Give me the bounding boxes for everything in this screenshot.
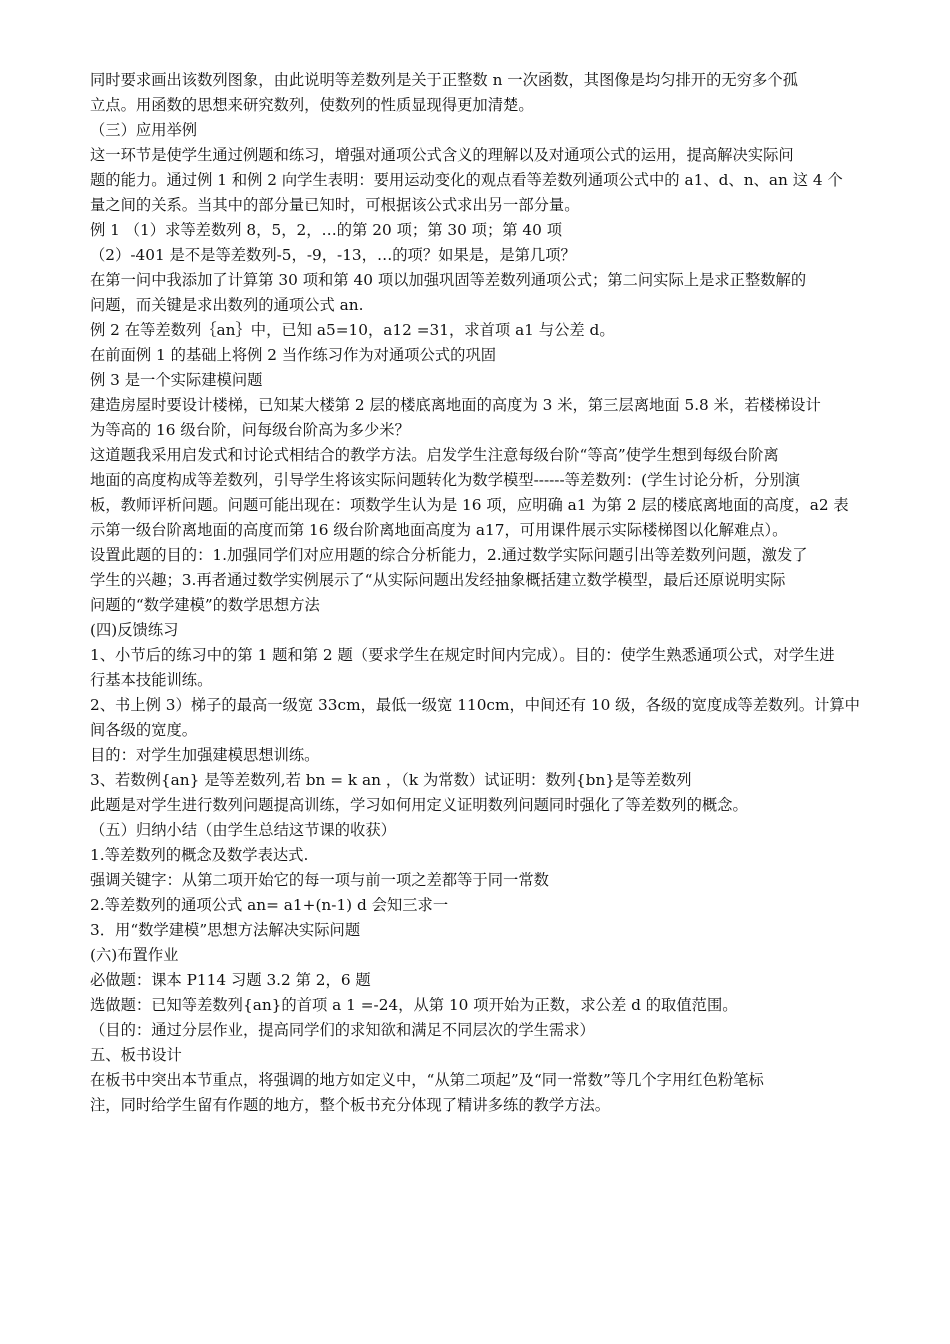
text-line: 间各级的宽度。	[90, 721, 198, 739]
text-line: 2、书上例 3）梯子的最高一级宽 33cm，最低一级宽 110cm，中间还有 10 级，各级的宽度成等差数列。计算中	[90, 696, 860, 714]
text-line: 板，教师评析问题。问题可能出现在：项数学生认为是 16 项，应明确 a1 为第 2 层的楼底离地面的高度，a2 表	[90, 496, 849, 514]
text-line: 行基本技能训练。	[90, 671, 213, 689]
text-line: 3、若数例{an} 是等差数列,若 bn = k an ，（k 为常数）试证明：数列{bn}是等差数列	[90, 771, 692, 789]
text-line: 题的能力。通过例 1 和例 2 向学生表明：要用运动变化的观点看等差数列通项公式中的 a1、d、n、an 这 4 个	[90, 171, 843, 189]
text-line: 1、小节后的练习中的第 1 题和第 2 题（要求学生在规定时间内完成）。目的：使学生熟悉通项公式，对学生进	[90, 646, 835, 664]
text-line: 问题，而关键是求出数列的通项公式 an.	[90, 296, 364, 314]
text-line: 3．用“数学建模”思想方法解决实际问题	[90, 921, 361, 939]
text-line: 为等高的 16 级台阶，问每级台阶高为多少米？	[90, 421, 410, 439]
text-line: 在板书中突出本节重点，将强调的地方如定义中，“从第二项起”及“同一常数”等几个字用红色粉笔标	[90, 1071, 764, 1089]
text-line: 立点。用函数的思想来研究数列，使数列的性质显现得更加清楚。	[90, 96, 534, 114]
text-line: 量之间的关系。当其中的部分量已知时，可根据该公式求出另一部分量。	[90, 196, 580, 214]
text-line: 注，同时给学生留有作题的地方，整个板书充分体现了精讲多练的教学方法。	[90, 1096, 611, 1114]
section-heading: （五）归纳小结（由学生总结这节课的收获）	[90, 821, 396, 839]
text-line: 这一环节是使学生通过例题和练习，增强对通项公式含义的理解以及对通项公式的运用，提高解决实际问	[90, 146, 794, 164]
text-line: 同时要求画出该数列图象，由此说明等差数列是关于正整数 n 一次函数，其图像是均匀排开的无穷多个孤	[90, 71, 798, 89]
text-line: 学生的兴趣；3.再者通过数学实例展示了“从实际问题出发经抽象概括建立数学模型，最后还原说明实际	[90, 571, 786, 589]
text-line: 必做题：课本 P114 习题 3.2 第 2，6 题	[90, 971, 371, 989]
text-line: 选做题：已知等差数列{an}的首项 a 1 =-24，从第 10 项开始为正数，求公差 d 的取值范围。	[90, 996, 738, 1014]
example-line: （2）-401 是不是等差数列-5，-9，-13，…的项？如果是，是第几项？	[90, 246, 576, 264]
text-line: 2.等差数列的通项公式 an= a1+(n-1) d 会知三求一	[90, 896, 449, 914]
text-line: 建造房屋时要设计楼梯，已知某大楼第 2 层的楼底离地面的高度为 3 米，第三层离地面 5.8 米，若楼梯设计	[90, 396, 821, 414]
text-line: （目的：通过分层作业，提高同学们的求知欲和满足不同层次的学生需求）	[90, 1021, 595, 1039]
section-heading: 五、板书设计	[90, 1046, 182, 1064]
text-line: 设置此题的目的：1.加强同学们对应用题的综合分析能力，2.通过数学实际问题引出等差数列问题，激发了	[90, 546, 808, 564]
text-line: 此题是对学生进行数列问题提高训练，学习如何用定义证明数列问题同时强化了等差数列的概念。	[90, 796, 748, 814]
text-line: 在第一问中我添加了计算第 30 项和第 40 项以加强巩固等差数列通项公式；第二问实际上是求正整数解的	[90, 271, 807, 289]
section-heading: (六)布置作业	[90, 946, 179, 964]
example-line: 例 1 （1）求等差数列 8，5，2，…的第 20 项；第 30 项；第 40 项	[90, 221, 563, 239]
section-heading: （三）应用举例	[90, 121, 198, 139]
text-line: 示第一级台阶离地面的高度而第 16 级台阶离地面高度为 a17，可用课件展示实际楼梯图以化解难点）。	[90, 521, 788, 539]
text-line: 问题的“数学建模”的数学思想方法	[90, 596, 320, 614]
example-line: 例 3 是一个实际建模问题	[90, 371, 263, 389]
text-line: 地面的高度构成等差数列，引导学生将该实际问题转化为数学模型------等差数列：(学生讨论分析，分别演	[90, 471, 801, 489]
text-line: 强调关键字：从第二项开始它的每一项与前一项之差都等于同一常数	[90, 871, 549, 889]
text-line: 在前面例 1 的基础上将例 2 当作练习作为对通项公式的巩固	[90, 346, 497, 364]
section-heading: (四)反馈练习	[90, 621, 179, 639]
example-line: 例 2 在等差数列｛an｝中，已知 a5=10，a12 =31，求首项 a1 与公差 d。	[90, 321, 615, 339]
text-line: 1.等差数列的概念及数学表达式.	[90, 846, 309, 864]
text-line: 目的：对学生加强建模思想训练。	[90, 746, 320, 764]
document-page	[90, 68, 862, 1118]
text-line: 这道题我采用启发式和讨论式相结合的教学方法。启发学生注意每级台阶“等高”使学生想到每级台阶离	[90, 446, 779, 464]
